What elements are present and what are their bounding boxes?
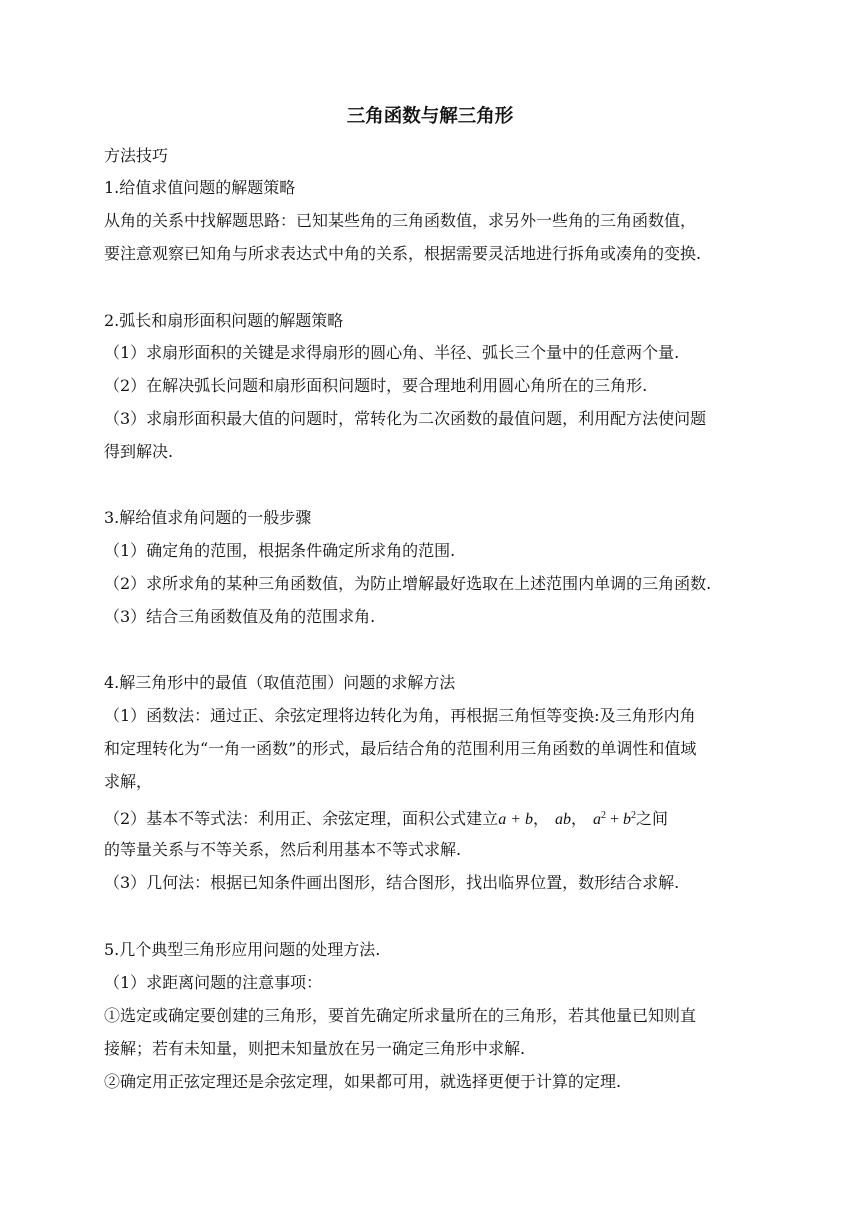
section-1-paragraph-line-1: 从角的关系中找解题思路：已知某些角的三角函数值，求另外一些角的三角函数值， — [104, 211, 697, 230]
section-5-item-1: （1）求距离问题的注意事项： — [104, 973, 323, 992]
section-4-item-2-prefix: （2）基本不等式法：利用正、余弦定理，面积公式建立 — [104, 809, 499, 828]
formula-term-a: a — [593, 811, 602, 828]
section-2-item-1: （1）求扇形面积的关键是求得扇形的圆心角、半径、弧长三个量中的任意两个量. — [104, 343, 680, 362]
formula-ab: ab — [555, 811, 571, 828]
section-2-item-2: （2）在解决弧长问题和扇形面积问题时，要合理地利用圆心角所在的三角形. — [104, 376, 648, 395]
formula-exponent-b: 2 — [631, 810, 637, 821]
section-5-heading: 5.几个典型三角形应用问题的处理方法. — [104, 940, 381, 959]
section-5-point-1-line-1: ①选定或确定要创建的三角形，要首先确定所求量所在的三角形，若其他量已知则直 — [104, 1006, 697, 1025]
section-3-item-3: （3）结合三角函数值及角的范围求角. — [104, 607, 376, 626]
separator-comma-2: ， — [571, 809, 588, 828]
document-title: 三角函数与解三角形 — [346, 106, 514, 127]
section-5-point-1-line-2: 接解；若有未知量，则把未知量放在另一确定三角形中求解. — [104, 1039, 526, 1058]
section-4-item-2-suffix: 之间 — [636, 809, 669, 828]
section-1-heading: 1.给值求值问题的解题策略 — [104, 178, 296, 197]
formula-term-b: b — [623, 811, 632, 828]
section-5-point-2: ②确定用正弦定理还是余弦定理，如果都可用，就选择更便于计算的定理. — [104, 1072, 622, 1091]
separator-comma-1: ， — [532, 809, 549, 828]
formula-plus: + — [606, 811, 624, 828]
section-2-item-3-line-2: 得到解决. — [104, 442, 174, 461]
section-4-item-1-line-2: 和定理转化为“一角一函数”的形式，最后结合角的范围利用三角函数的单调性和值域 — [104, 739, 697, 758]
formula-a-squared-plus-b-squared — [593, 811, 636, 828]
section-4-item-1-line-3: 求解， — [104, 772, 153, 791]
section-4-item-3: （3）几何法：根据已知条件画出图形，结合图形，找出临界位置，数形结合求解. — [104, 873, 680, 892]
section-4-item-2-line-1 — [104, 805, 668, 831]
section-3-item-1: （1）确定角的范围，根据条件确定所求角的范围. — [104, 541, 456, 560]
section-4-item-2-line-2: 的等量关系与不等关系，然后利用基本不等式求解. — [104, 840, 462, 859]
section-label: 方法技巧 — [104, 146, 169, 165]
section-2-heading: 2.弧长和扇形面积问题的解题策略 — [104, 311, 344, 330]
formula-exponent-a: 2 — [601, 810, 607, 821]
section-4-item-1-line-1: （1）函数法：通过正、余弦定理将边转化为角，再根据三角恒等变换:及三角形内角 — [104, 706, 696, 725]
formula-a-plus-b: a + b — [498, 811, 533, 828]
section-1-paragraph-line-2: 要注意观察已知角与所求表达式中角的关系，根据需要灵活地进行拆角或凑角的变换. — [104, 244, 702, 263]
section-4-heading: 4.解三角形中的最值（取值范围）问题的求解方法 — [104, 673, 456, 692]
section-3-item-2: （2）求所求角的某种三角函数值，为防止增解最好选取在上述范围内单调的三角函数. — [104, 574, 712, 593]
section-2-item-3-line-1: （3）求扇形面积最大值的问题时，常转化为二次函数的最值问题，利用配方法使问题 — [104, 409, 707, 428]
section-3-heading: 3.解给值求角问题的一般步骤 — [104, 508, 312, 527]
